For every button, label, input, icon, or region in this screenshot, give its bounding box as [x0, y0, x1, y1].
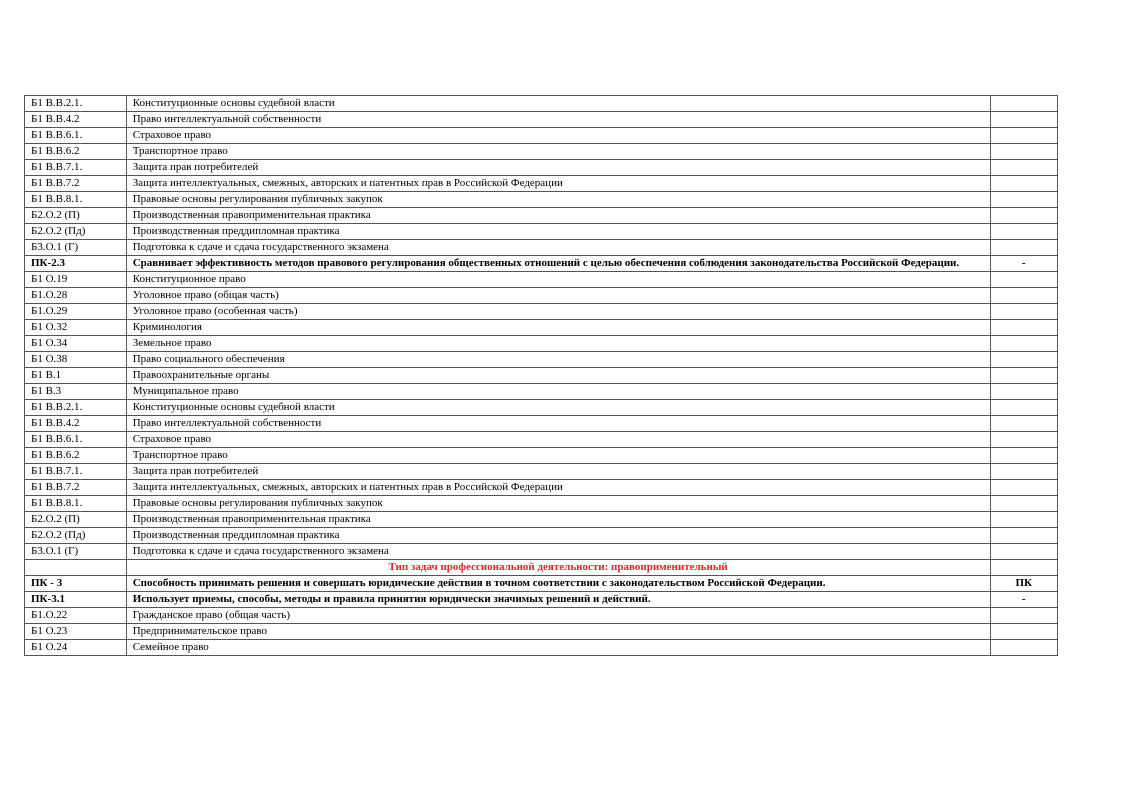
row-mark-cell: [990, 608, 1057, 624]
table-row: [25, 624, 1058, 640]
row-mark-cell: [990, 368, 1057, 384]
row-title-cell: Тип задач профессиональной деятельности: правоприменительный: [126, 560, 990, 576]
row-code-cell: Б1 О.34: [25, 336, 127, 352]
row-title-cell: Гражданское право (общая часть): [126, 608, 990, 624]
row-code-cell: Б2.О.2 (Пд): [25, 528, 127, 544]
row-title-cell: Производственная правоприменительная практика: [126, 512, 990, 528]
row-code-cell: Б1 В.В.8.1.: [25, 192, 127, 208]
row-title-cell: Защита интеллектуальных, смежных, авторских и патентных прав в Российской Федерации: [126, 176, 990, 192]
competence-row: [25, 256, 1058, 272]
row-mark-cell: [990, 464, 1057, 480]
table-row: [25, 224, 1058, 240]
row-title-cell: Уголовное право (особенная часть): [126, 304, 990, 320]
row-code-cell: Б1 В.В.7.1.: [25, 160, 127, 176]
row-code-cell: [25, 560, 127, 576]
row-title-cell: Правоохранительные органы: [126, 368, 990, 384]
table-row: [25, 320, 1058, 336]
row-mark-cell: [990, 560, 1057, 576]
table-row: [25, 528, 1058, 544]
row-title-cell: Земельное право: [126, 336, 990, 352]
row-mark-cell: [990, 128, 1057, 144]
table-row: [25, 384, 1058, 400]
table-row: [25, 400, 1058, 416]
row-mark-cell: [990, 320, 1057, 336]
table-row: [25, 336, 1058, 352]
row-code-cell: Б1 В.В.7.2: [25, 176, 127, 192]
row-title-cell: Сравнивает эффективность методов правового регулирования общественных отношений с целью обеспечения соблюдения законодательства Российской Федерации.: [126, 256, 990, 272]
row-code-cell: ПК-3.1: [25, 592, 127, 608]
row-mark-cell: [990, 640, 1057, 656]
table-row: [25, 448, 1058, 464]
row-code-cell: Б1 О.38: [25, 352, 127, 368]
row-title-cell: Конституционные основы судебной власти: [126, 400, 990, 416]
row-code-cell: Б1 В.3: [25, 384, 127, 400]
table-row: [25, 304, 1058, 320]
row-title-cell: Правовые основы регулирования публичных закупок: [126, 192, 990, 208]
row-code-cell: Б3.О.1 (Г): [25, 544, 127, 560]
row-mark-cell: [990, 400, 1057, 416]
row-title-cell: Производственная преддипломная практика: [126, 224, 990, 240]
row-code-cell: Б1 В.В.2.1.: [25, 400, 127, 416]
row-title-cell: Способность принимать решения и совершать юридические действия в точном соответствии с законодательством Российской Федерации.: [126, 576, 990, 592]
row-mark-cell: [990, 224, 1057, 240]
row-title-cell: Защита прав потребителей: [126, 464, 990, 480]
row-code-cell: Б1 В.В.4.2: [25, 416, 127, 432]
row-mark-cell: [990, 448, 1057, 464]
table-row: [25, 544, 1058, 560]
row-title-cell: Подготовка к сдаче и сдача государственного экзамена: [126, 544, 990, 560]
row-title-cell: Производственная преддипломная практика: [126, 528, 990, 544]
row-code-cell: Б1 В.В.4.2: [25, 112, 127, 128]
table-row: [25, 416, 1058, 432]
row-code-cell: Б1.О.29: [25, 304, 127, 320]
row-mark-cell: [990, 240, 1057, 256]
section-header-row: [25, 560, 1058, 576]
row-code-cell: Б1 В.В.6.1.: [25, 128, 127, 144]
row-mark-cell: [990, 432, 1057, 448]
row-code-cell: Б1.О.22: [25, 608, 127, 624]
table-body: [25, 96, 1058, 656]
row-code-cell: ПК-2.3: [25, 256, 127, 272]
row-title-cell: Производственная правоприменительная практика: [126, 208, 990, 224]
row-title-cell: Уголовное право (общая часть): [126, 288, 990, 304]
row-title-cell: Правовые основы регулирования публичных закупок: [126, 496, 990, 512]
table-row: [25, 96, 1058, 112]
table-row: [25, 640, 1058, 656]
row-title-cell: Право интеллектуальной собственности: [126, 416, 990, 432]
row-mark-cell: [990, 336, 1057, 352]
table-row: [25, 496, 1058, 512]
row-mark-cell: [990, 416, 1057, 432]
row-title-cell: Криминология: [126, 320, 990, 336]
row-code-cell: Б2.О.2 (Пд): [25, 224, 127, 240]
row-mark-cell: [990, 544, 1057, 560]
row-mark-cell: [990, 144, 1057, 160]
row-mark-cell: [990, 496, 1057, 512]
row-title-cell: Право социального обеспечения: [126, 352, 990, 368]
row-title-cell: Муниципальное право: [126, 384, 990, 400]
table-row: [25, 288, 1058, 304]
row-code-cell: Б1 В.В.6.1.: [25, 432, 127, 448]
row-mark-cell: [990, 288, 1057, 304]
table-row: [25, 464, 1058, 480]
row-mark-cell: [990, 480, 1057, 496]
row-code-cell: Б1 В.1: [25, 368, 127, 384]
row-code-cell: Б1 В.В.6.2: [25, 448, 127, 464]
row-mark-cell: -: [990, 256, 1057, 272]
row-code-cell: Б1 В.В.8.1.: [25, 496, 127, 512]
table-row: [25, 160, 1058, 176]
row-code-cell: Б1 О.32: [25, 320, 127, 336]
table-row: [25, 128, 1058, 144]
row-mark-cell: -: [990, 592, 1057, 608]
discipline-table: [24, 95, 1058, 656]
table-row: [25, 144, 1058, 160]
row-code-cell: ПК - 3: [25, 576, 127, 592]
row-title-cell: Семейное право: [126, 640, 990, 656]
row-title-cell: Транспортное право: [126, 448, 990, 464]
row-title-cell: Защита прав потребителей: [126, 160, 990, 176]
row-code-cell: Б1 О.24: [25, 640, 127, 656]
row-code-cell: Б1 В.В.7.1.: [25, 464, 127, 480]
competence-row: [25, 592, 1058, 608]
table-row: [25, 352, 1058, 368]
table-row: [25, 512, 1058, 528]
row-code-cell: Б2.О.2 (П): [25, 512, 127, 528]
row-mark-cell: [990, 272, 1057, 288]
row-title-cell: Транспортное право: [126, 144, 990, 160]
row-mark-cell: [990, 96, 1057, 112]
row-title-cell: Использует приемы, способы, методы и правила принятия юридически значимых решений и действий.: [126, 592, 990, 608]
row-code-cell: Б1 О.19: [25, 272, 127, 288]
row-code-cell: Б1 В.В.2.1.: [25, 96, 127, 112]
row-mark-cell: [990, 352, 1057, 368]
row-mark-cell: [990, 528, 1057, 544]
row-mark-cell: [990, 176, 1057, 192]
table-row: [25, 608, 1058, 624]
row-mark-cell: [990, 192, 1057, 208]
table-row: [25, 480, 1058, 496]
table-row: [25, 432, 1058, 448]
row-mark-cell: [990, 304, 1057, 320]
table-row: [25, 208, 1058, 224]
row-code-cell: Б3.О.1 (Г): [25, 240, 127, 256]
table-row: [25, 176, 1058, 192]
table-row: [25, 272, 1058, 288]
row-mark-cell: ПК: [990, 576, 1057, 592]
row-title-cell: Подготовка к сдаче и сдача государственного экзамена: [126, 240, 990, 256]
row-mark-cell: [990, 624, 1057, 640]
table-row: [25, 112, 1058, 128]
row-code-cell: Б1.О.28: [25, 288, 127, 304]
row-code-cell: Б1 В.В.6.2: [25, 144, 127, 160]
row-title-cell: Защита интеллектуальных, смежных, авторских и патентных прав в Российской Федерации: [126, 480, 990, 496]
row-mark-cell: [990, 512, 1057, 528]
row-title-cell: Конституционные основы судебной власти: [126, 96, 990, 112]
row-mark-cell: [990, 208, 1057, 224]
table-row: [25, 192, 1058, 208]
row-mark-cell: [990, 384, 1057, 400]
row-code-cell: Б1 О.23: [25, 624, 127, 640]
table-row: [25, 240, 1058, 256]
row-code-cell: Б2.О.2 (П): [25, 208, 127, 224]
row-title-cell: Предпринимательское право: [126, 624, 990, 640]
row-title-cell: Страховое право: [126, 432, 990, 448]
competence-row: [25, 576, 1058, 592]
row-code-cell: Б1 В.В.7.2: [25, 480, 127, 496]
row-title-cell: Страховое право: [126, 128, 990, 144]
row-title-cell: Конституционное право: [126, 272, 990, 288]
row-title-cell: Право интеллектуальной собственности: [126, 112, 990, 128]
table-row: [25, 368, 1058, 384]
row-mark-cell: [990, 160, 1057, 176]
row-mark-cell: [990, 112, 1057, 128]
